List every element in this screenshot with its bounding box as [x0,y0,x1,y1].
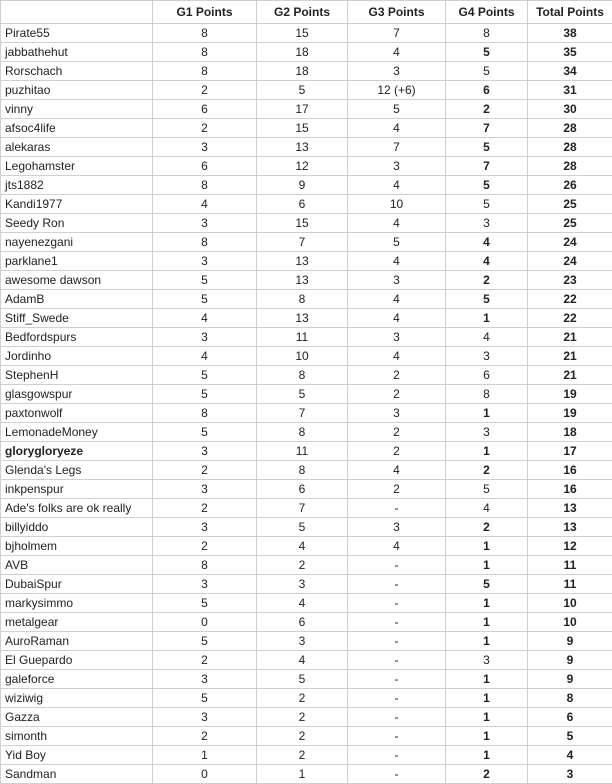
g4-points-cell: 1 [446,613,528,632]
total-points-cell: 11 [528,556,612,575]
table-row [1,366,612,385]
total-points-cell: 25 [528,195,612,214]
table-row [1,613,612,632]
g2-points-cell: 5 [257,518,348,537]
total-points-cell: 5 [528,727,612,746]
g2-points-cell: 6 [257,195,348,214]
g3-points-cell: 2 [348,480,446,499]
g4-points-cell: 1 [446,632,528,651]
g3-points-cell: 7 [348,138,446,157]
g2-points-cell: 8 [257,290,348,309]
table-row [1,423,612,442]
g4-points-cell: 5 [446,176,528,195]
player-name-cell: wiziwig [1,689,153,708]
table-row [1,708,612,727]
total-points-cell: 13 [528,499,612,518]
g3-points-cell: 4 [348,214,446,233]
table-row [1,670,612,689]
g4-points-cell: 1 [446,746,528,765]
g3-points-cell: 4 [348,461,446,480]
g1-points-cell: 0 [153,765,257,784]
g4-points-cell: 1 [446,670,528,689]
table-row [1,176,612,195]
g4-points-cell: 5 [446,290,528,309]
table-row [1,537,612,556]
g1-points-cell: 6 [153,157,257,176]
table-row [1,24,612,43]
total-points-cell: 25 [528,214,612,233]
total-points-cell: 24 [528,252,612,271]
g1-points-cell: 2 [153,537,257,556]
g1-points-cell: 2 [153,499,257,518]
table-row [1,689,612,708]
player-name-cell: markysimmo [1,594,153,613]
g2-points-cell: 7 [257,404,348,423]
table-row [1,138,612,157]
total-points-cell: 16 [528,461,612,480]
table-row [1,556,612,575]
total-points-cell: 9 [528,632,612,651]
g4-points-cell: 1 [446,442,528,461]
g1-points-cell: 0 [153,613,257,632]
player-name-cell: parklane1 [1,252,153,271]
total-points-cell: 31 [528,81,612,100]
table-row [1,309,612,328]
player-name-cell: Stiff_Swede [1,309,153,328]
player-name-cell: AVB [1,556,153,575]
g1-points-cell: 3 [153,670,257,689]
total-points-cell: 17 [528,442,612,461]
player-name-cell: El Guepardo [1,651,153,670]
g2-points-cell: 11 [257,328,348,347]
player-name-cell: nayenezgani [1,233,153,252]
g1-points-cell: 8 [153,24,257,43]
g4-points-cell: 1 [446,727,528,746]
total-points-cell: 35 [528,43,612,62]
player-name-cell: Yid Boy [1,746,153,765]
g4-points-cell: 5 [446,138,528,157]
total-points-cell: 28 [528,157,612,176]
g1-points-cell: 6 [153,100,257,119]
g3-points-cell: 4 [348,309,446,328]
g4-points-cell: 6 [446,81,528,100]
header-name [1,1,153,24]
total-points-cell: 26 [528,176,612,195]
g3-points-cell: 4 [348,290,446,309]
g2-points-cell: 13 [257,309,348,328]
g2-points-cell: 2 [257,746,348,765]
total-points-cell: 4 [528,746,612,765]
player-name-cell: jabbathehut [1,43,153,62]
table-row [1,651,612,670]
total-points-cell: 28 [528,138,612,157]
table-row [1,100,612,119]
g2-points-cell: 1 [257,765,348,784]
g4-points-cell: 3 [446,423,528,442]
g4-points-cell: 5 [446,195,528,214]
g3-points-cell: - [348,499,446,518]
g2-points-cell: 13 [257,271,348,290]
g4-points-cell: 1 [446,404,528,423]
total-points-cell: 6 [528,708,612,727]
g4-points-cell: 3 [446,347,528,366]
table-row [1,765,612,784]
player-name-cell: Kandi1977 [1,195,153,214]
g1-points-cell: 5 [153,366,257,385]
total-points-cell: 12 [528,537,612,556]
player-name-cell: DubaiSpur [1,575,153,594]
player-name-cell: afsoc4life [1,119,153,138]
g3-points-cell: 5 [348,233,446,252]
g1-points-cell: 5 [153,385,257,404]
table-row [1,62,612,81]
table-row [1,518,612,537]
table-row [1,632,612,651]
g4-points-cell: 5 [446,62,528,81]
g1-points-cell: 8 [153,176,257,195]
g4-points-cell: 4 [446,233,528,252]
total-points-cell: 24 [528,233,612,252]
table-row [1,727,612,746]
table-row [1,214,612,233]
header-g4: G4 Points [446,1,528,24]
g2-points-cell: 7 [257,499,348,518]
g4-points-cell: 2 [446,518,528,537]
header-row [1,1,612,24]
g2-points-cell: 5 [257,81,348,100]
g4-points-cell: 7 [446,119,528,138]
g3-points-cell: - [348,651,446,670]
g3-points-cell: 4 [348,347,446,366]
total-points-cell: 19 [528,385,612,404]
g1-points-cell: 3 [153,480,257,499]
g2-points-cell: 6 [257,613,348,632]
total-points-cell: 38 [528,24,612,43]
g2-points-cell: 4 [257,651,348,670]
g3-points-cell: 5 [348,100,446,119]
g1-points-cell: 8 [153,233,257,252]
g3-points-cell: - [348,746,446,765]
g4-points-cell: 1 [446,594,528,613]
player-name-cell: billyiddo [1,518,153,537]
g2-points-cell: 2 [257,708,348,727]
g4-points-cell: 1 [446,689,528,708]
g4-points-cell: 5 [446,43,528,62]
g3-points-cell: - [348,727,446,746]
g1-points-cell: 3 [153,252,257,271]
g1-points-cell: 5 [153,632,257,651]
total-points-cell: 34 [528,62,612,81]
player-name-cell: Legohamster [1,157,153,176]
g1-points-cell: 3 [153,214,257,233]
g3-points-cell: - [348,708,446,727]
table-row [1,43,612,62]
table-row [1,404,612,423]
g1-points-cell: 3 [153,328,257,347]
total-points-cell: 18 [528,423,612,442]
g3-points-cell: 10 [348,195,446,214]
g3-points-cell: - [348,556,446,575]
header-total: Total Points [528,1,612,24]
g3-points-cell: 2 [348,366,446,385]
g3-points-cell: 7 [348,24,446,43]
g3-points-cell: 3 [348,271,446,290]
player-name-cell: Jordinho [1,347,153,366]
g1-points-cell: 5 [153,271,257,290]
g2-points-cell: 13 [257,138,348,157]
g4-points-cell: 2 [446,100,528,119]
player-name-cell: LemonadeMoney [1,423,153,442]
total-points-cell: 10 [528,594,612,613]
g1-points-cell: 5 [153,423,257,442]
g4-points-cell: 4 [446,499,528,518]
player-name-cell: glasgowspur [1,385,153,404]
g4-points-cell: 3 [446,651,528,670]
g1-points-cell: 2 [153,119,257,138]
total-points-cell: 22 [528,309,612,328]
total-points-cell: 3 [528,765,612,784]
g3-points-cell: 4 [348,43,446,62]
table-row [1,594,612,613]
g2-points-cell: 8 [257,366,348,385]
g3-points-cell: - [348,765,446,784]
total-points-cell: 30 [528,100,612,119]
g2-points-cell: 12 [257,157,348,176]
g2-points-cell: 10 [257,347,348,366]
g4-points-cell: 2 [446,765,528,784]
g3-points-cell: - [348,670,446,689]
g1-points-cell: 8 [153,404,257,423]
player-name-cell: inkpenspur [1,480,153,499]
header-g1: G1 Points [153,1,257,24]
g3-points-cell: - [348,689,446,708]
total-points-cell: 21 [528,328,612,347]
player-name-cell: Glenda's Legs [1,461,153,480]
g2-points-cell: 15 [257,119,348,138]
table-row [1,290,612,309]
player-name-cell: bjholmem [1,537,153,556]
g2-points-cell: 9 [257,176,348,195]
player-name-cell: Bedfordspurs [1,328,153,347]
g2-points-cell: 17 [257,100,348,119]
table-row [1,442,612,461]
g1-points-cell: 3 [153,442,257,461]
table-row [1,119,612,138]
g4-points-cell: 6 [446,366,528,385]
g4-points-cell: 4 [446,252,528,271]
table-row [1,271,612,290]
player-name-cell: AuroRaman [1,632,153,651]
g3-points-cell: 2 [348,442,446,461]
g3-points-cell: 3 [348,328,446,347]
player-name-cell: vinny [1,100,153,119]
g3-points-cell: - [348,632,446,651]
g1-points-cell: 3 [153,138,257,157]
g3-points-cell: 3 [348,62,446,81]
total-points-cell: 16 [528,480,612,499]
g3-points-cell: - [348,613,446,632]
player-name-cell: paxtonwolf [1,404,153,423]
total-points-cell: 21 [528,347,612,366]
table-body [1,24,612,784]
g2-points-cell: 6 [257,480,348,499]
g1-points-cell: 8 [153,62,257,81]
g2-points-cell: 7 [257,233,348,252]
g2-points-cell: 13 [257,252,348,271]
total-points-cell: 19 [528,404,612,423]
header-g3: G3 Points [348,1,446,24]
g4-points-cell: 5 [446,480,528,499]
header-g2: G2 Points [257,1,348,24]
g4-points-cell: 4 [446,328,528,347]
g4-points-cell: 8 [446,385,528,404]
g1-points-cell: 2 [153,651,257,670]
g3-points-cell: 4 [348,537,446,556]
total-points-cell: 11 [528,575,612,594]
player-name-cell: Pirate55 [1,24,153,43]
table-row [1,480,612,499]
g3-points-cell: 3 [348,518,446,537]
g1-points-cell: 2 [153,727,257,746]
g3-points-cell: 4 [348,119,446,138]
g2-points-cell: 15 [257,214,348,233]
g1-points-cell: 8 [153,556,257,575]
g4-points-cell: 5 [446,575,528,594]
g1-points-cell: 3 [153,518,257,537]
g1-points-cell: 2 [153,81,257,100]
total-points-cell: 8 [528,689,612,708]
g4-points-cell: 3 [446,214,528,233]
table-row [1,81,612,100]
table-row [1,157,612,176]
g4-points-cell: 1 [446,556,528,575]
g2-points-cell: 3 [257,575,348,594]
g1-points-cell: 5 [153,594,257,613]
table-header [1,1,612,24]
player-name-cell: glorygloryeze [1,442,153,461]
g2-points-cell: 15 [257,24,348,43]
g2-points-cell: 2 [257,556,348,575]
g4-points-cell: 2 [446,271,528,290]
g3-points-cell: - [348,594,446,613]
g1-points-cell: 4 [153,309,257,328]
player-name-cell: Ade's folks are ok really [1,499,153,518]
table-row [1,461,612,480]
player-name-cell: metalgear [1,613,153,632]
g3-points-cell: 4 [348,252,446,271]
g2-points-cell: 2 [257,689,348,708]
g1-points-cell: 3 [153,708,257,727]
g1-points-cell: 3 [153,575,257,594]
g2-points-cell: 5 [257,385,348,404]
g2-points-cell: 8 [257,423,348,442]
player-name-cell: jts1882 [1,176,153,195]
table-row [1,347,612,366]
player-name-cell: awesome dawson [1,271,153,290]
table-row [1,385,612,404]
player-name-cell: Seedy Ron [1,214,153,233]
player-name-cell: Rorschach [1,62,153,81]
total-points-cell: 23 [528,271,612,290]
g1-points-cell: 5 [153,290,257,309]
g2-points-cell: 3 [257,632,348,651]
g2-points-cell: 18 [257,43,348,62]
g4-points-cell: 2 [446,461,528,480]
g1-points-cell: 5 [153,689,257,708]
g1-points-cell: 1 [153,746,257,765]
g4-points-cell: 1 [446,309,528,328]
g4-points-cell: 7 [446,157,528,176]
table-row [1,195,612,214]
player-name-cell: galeforce [1,670,153,689]
g3-points-cell: 12 (+6) [348,81,446,100]
g2-points-cell: 5 [257,670,348,689]
g2-points-cell: 18 [257,62,348,81]
table-row [1,328,612,347]
total-points-cell: 9 [528,651,612,670]
g4-points-cell: 1 [446,708,528,727]
g2-points-cell: 4 [257,594,348,613]
total-points-cell: 28 [528,119,612,138]
player-name-cell: simonth [1,727,153,746]
g1-points-cell: 4 [153,347,257,366]
table-row [1,746,612,765]
g3-points-cell: 4 [348,176,446,195]
player-name-cell: StephenH [1,366,153,385]
g1-points-cell: 2 [153,461,257,480]
g3-points-cell: 2 [348,385,446,404]
g2-points-cell: 11 [257,442,348,461]
g1-points-cell: 8 [153,43,257,62]
g4-points-cell: 8 [446,24,528,43]
g2-points-cell: 8 [257,461,348,480]
player-name-cell: alekaras [1,138,153,157]
total-points-cell: 10 [528,613,612,632]
g3-points-cell: - [348,575,446,594]
total-points-cell: 21 [528,366,612,385]
total-points-cell: 9 [528,670,612,689]
player-name-cell: puzhitao [1,81,153,100]
g1-points-cell: 4 [153,195,257,214]
g2-points-cell: 2 [257,727,348,746]
g4-points-cell: 1 [446,537,528,556]
total-points-cell: 22 [528,290,612,309]
table-row [1,575,612,594]
table-row [1,252,612,271]
g3-points-cell: 3 [348,404,446,423]
total-points-cell: 13 [528,518,612,537]
table-row [1,233,612,252]
player-name-cell: Sandman [1,765,153,784]
g3-points-cell: 3 [348,157,446,176]
g2-points-cell: 4 [257,537,348,556]
g3-points-cell: 2 [348,423,446,442]
player-name-cell: Gazza [1,708,153,727]
table-row [1,499,612,518]
player-name-cell: AdamB [1,290,153,309]
